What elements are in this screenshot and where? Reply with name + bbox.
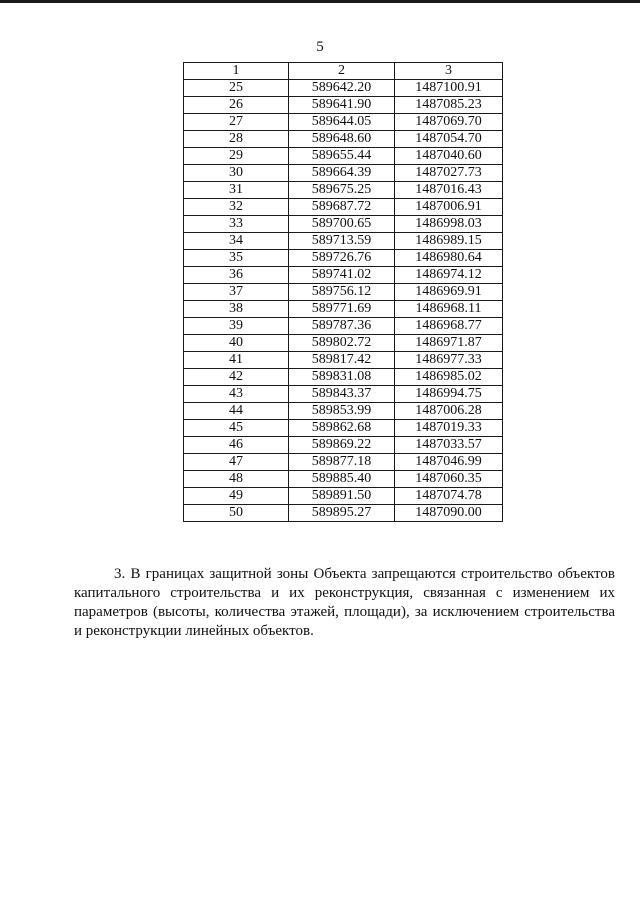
cell-x-coordinate: 589700.65 bbox=[289, 216, 395, 233]
page-number: 5 bbox=[316, 39, 324, 55]
table-row bbox=[184, 403, 503, 420]
paragraph-protective-zone-restrictions: 3. В границах защитной зоны Объекта запрещаются строительство объектов капитального строительства и их реконструкция, связанная с изменением их параметров (высоты, количества этажей, площади), за исключением строительства и реконструкции линейных объектов. bbox=[74, 566, 615, 639]
scan-top-edge bbox=[0, 0, 640, 3]
cell-point-number: 43 bbox=[184, 386, 289, 403]
cell-x-coordinate: 589853.99 bbox=[289, 403, 395, 420]
cell-x-coordinate: 589862.68 bbox=[289, 420, 395, 437]
cell-y-coordinate: 1486968.11 bbox=[395, 301, 503, 318]
cell-x-coordinate: 589741.02 bbox=[289, 267, 395, 284]
table-row bbox=[184, 148, 503, 165]
cell-y-coordinate: 1487085.23 bbox=[395, 97, 503, 114]
table-body bbox=[184, 80, 503, 522]
cell-x-coordinate: 589644.05 bbox=[289, 114, 395, 131]
coordinates-table bbox=[183, 62, 503, 522]
cell-x-coordinate: 589675.25 bbox=[289, 182, 395, 199]
cell-y-coordinate: 1486998.03 bbox=[395, 216, 503, 233]
column-header-x: 2 bbox=[289, 63, 395, 80]
table-row bbox=[184, 335, 503, 352]
cell-point-number: 38 bbox=[184, 301, 289, 318]
cell-point-number: 45 bbox=[184, 420, 289, 437]
cell-y-coordinate: 1486968.77 bbox=[395, 318, 503, 335]
table-row bbox=[184, 386, 503, 403]
table-row bbox=[184, 250, 503, 267]
cell-point-number: 31 bbox=[184, 182, 289, 199]
cell-y-coordinate: 1487027.73 bbox=[395, 165, 503, 182]
cell-y-coordinate: 1487046.99 bbox=[395, 454, 503, 471]
cell-point-number: 29 bbox=[184, 148, 289, 165]
cell-x-coordinate: 589756.12 bbox=[289, 284, 395, 301]
cell-y-coordinate: 1486971.87 bbox=[395, 335, 503, 352]
cell-point-number: 36 bbox=[184, 267, 289, 284]
table-row bbox=[184, 471, 503, 488]
cell-y-coordinate: 1487060.35 bbox=[395, 471, 503, 488]
table-row bbox=[184, 284, 503, 301]
cell-x-coordinate: 589877.18 bbox=[289, 454, 395, 471]
cell-point-number: 35 bbox=[184, 250, 289, 267]
cell-point-number: 37 bbox=[184, 284, 289, 301]
column-header-point-number: 1 bbox=[184, 63, 289, 80]
cell-y-coordinate: 1487100.91 bbox=[395, 80, 503, 97]
cell-x-coordinate: 589648.60 bbox=[289, 131, 395, 148]
cell-point-number: 41 bbox=[184, 352, 289, 369]
cell-x-coordinate: 589664.39 bbox=[289, 165, 395, 182]
cell-y-coordinate: 1487006.28 bbox=[395, 403, 503, 420]
cell-point-number: 39 bbox=[184, 318, 289, 335]
cell-x-coordinate: 589687.72 bbox=[289, 199, 395, 216]
cell-x-coordinate: 589713.59 bbox=[289, 233, 395, 250]
cell-point-number: 26 bbox=[184, 97, 289, 114]
table-row bbox=[184, 131, 503, 148]
cell-point-number: 32 bbox=[184, 199, 289, 216]
cell-point-number: 27 bbox=[184, 114, 289, 131]
cell-y-coordinate: 1487069.70 bbox=[395, 114, 503, 131]
cell-point-number: 34 bbox=[184, 233, 289, 250]
cell-x-coordinate: 589641.90 bbox=[289, 97, 395, 114]
table-row bbox=[184, 318, 503, 335]
cell-x-coordinate: 589642.20 bbox=[289, 80, 395, 97]
cell-x-coordinate: 589895.27 bbox=[289, 505, 395, 522]
table-row bbox=[184, 301, 503, 318]
cell-y-coordinate: 1486980.64 bbox=[395, 250, 503, 267]
cell-y-coordinate: 1487006.91 bbox=[395, 199, 503, 216]
cell-x-coordinate: 589831.08 bbox=[289, 369, 395, 386]
cell-y-coordinate: 1487074.78 bbox=[395, 488, 503, 505]
table-header-row bbox=[184, 63, 503, 80]
cell-x-coordinate: 589771.69 bbox=[289, 301, 395, 318]
cell-y-coordinate: 1486977.33 bbox=[395, 352, 503, 369]
table-row bbox=[184, 505, 503, 522]
cell-point-number: 42 bbox=[184, 369, 289, 386]
cell-point-number: 46 bbox=[184, 437, 289, 454]
table-row bbox=[184, 216, 503, 233]
cell-point-number: 50 bbox=[184, 505, 289, 522]
cell-x-coordinate: 589885.40 bbox=[289, 471, 395, 488]
cell-x-coordinate: 589726.76 bbox=[289, 250, 395, 267]
table-row bbox=[184, 454, 503, 471]
cell-point-number: 49 bbox=[184, 488, 289, 505]
cell-y-coordinate: 1487019.33 bbox=[395, 420, 503, 437]
table-row bbox=[184, 165, 503, 182]
table-row bbox=[184, 182, 503, 199]
cell-x-coordinate: 589802.72 bbox=[289, 335, 395, 352]
cell-y-coordinate: 1487090.00 bbox=[395, 505, 503, 522]
cell-x-coordinate: 589869.22 bbox=[289, 437, 395, 454]
cell-x-coordinate: 589787.36 bbox=[289, 318, 395, 335]
table-row bbox=[184, 352, 503, 369]
cell-x-coordinate: 589655.44 bbox=[289, 148, 395, 165]
table-row bbox=[184, 199, 503, 216]
cell-point-number: 48 bbox=[184, 471, 289, 488]
table-row bbox=[184, 437, 503, 454]
table-row bbox=[184, 420, 503, 437]
cell-y-coordinate: 1487054.70 bbox=[395, 131, 503, 148]
table-row bbox=[184, 267, 503, 284]
cell-point-number: 47 bbox=[184, 454, 289, 471]
table-row bbox=[184, 488, 503, 505]
cell-x-coordinate: 589843.37 bbox=[289, 386, 395, 403]
table-row bbox=[184, 114, 503, 131]
cell-point-number: 44 bbox=[184, 403, 289, 420]
cell-point-number: 25 bbox=[184, 80, 289, 97]
cell-y-coordinate: 1487033.57 bbox=[395, 437, 503, 454]
cell-x-coordinate: 589891.50 bbox=[289, 488, 395, 505]
table-row bbox=[184, 97, 503, 114]
cell-point-number: 28 bbox=[184, 131, 289, 148]
cell-point-number: 33 bbox=[184, 216, 289, 233]
cell-point-number: 30 bbox=[184, 165, 289, 182]
cell-y-coordinate: 1486974.12 bbox=[395, 267, 503, 284]
table-row bbox=[184, 369, 503, 386]
cell-x-coordinate: 589817.42 bbox=[289, 352, 395, 369]
table-row bbox=[184, 233, 503, 250]
cell-y-coordinate: 1486989.15 bbox=[395, 233, 503, 250]
table-row bbox=[184, 80, 503, 97]
cell-y-coordinate: 1487016.43 bbox=[395, 182, 503, 199]
cell-y-coordinate: 1486994.75 bbox=[395, 386, 503, 403]
cell-y-coordinate: 1486985.02 bbox=[395, 369, 503, 386]
cell-y-coordinate: 1487040.60 bbox=[395, 148, 503, 165]
column-header-y: 3 bbox=[395, 63, 503, 80]
cell-point-number: 40 bbox=[184, 335, 289, 352]
cell-y-coordinate: 1486969.91 bbox=[395, 284, 503, 301]
